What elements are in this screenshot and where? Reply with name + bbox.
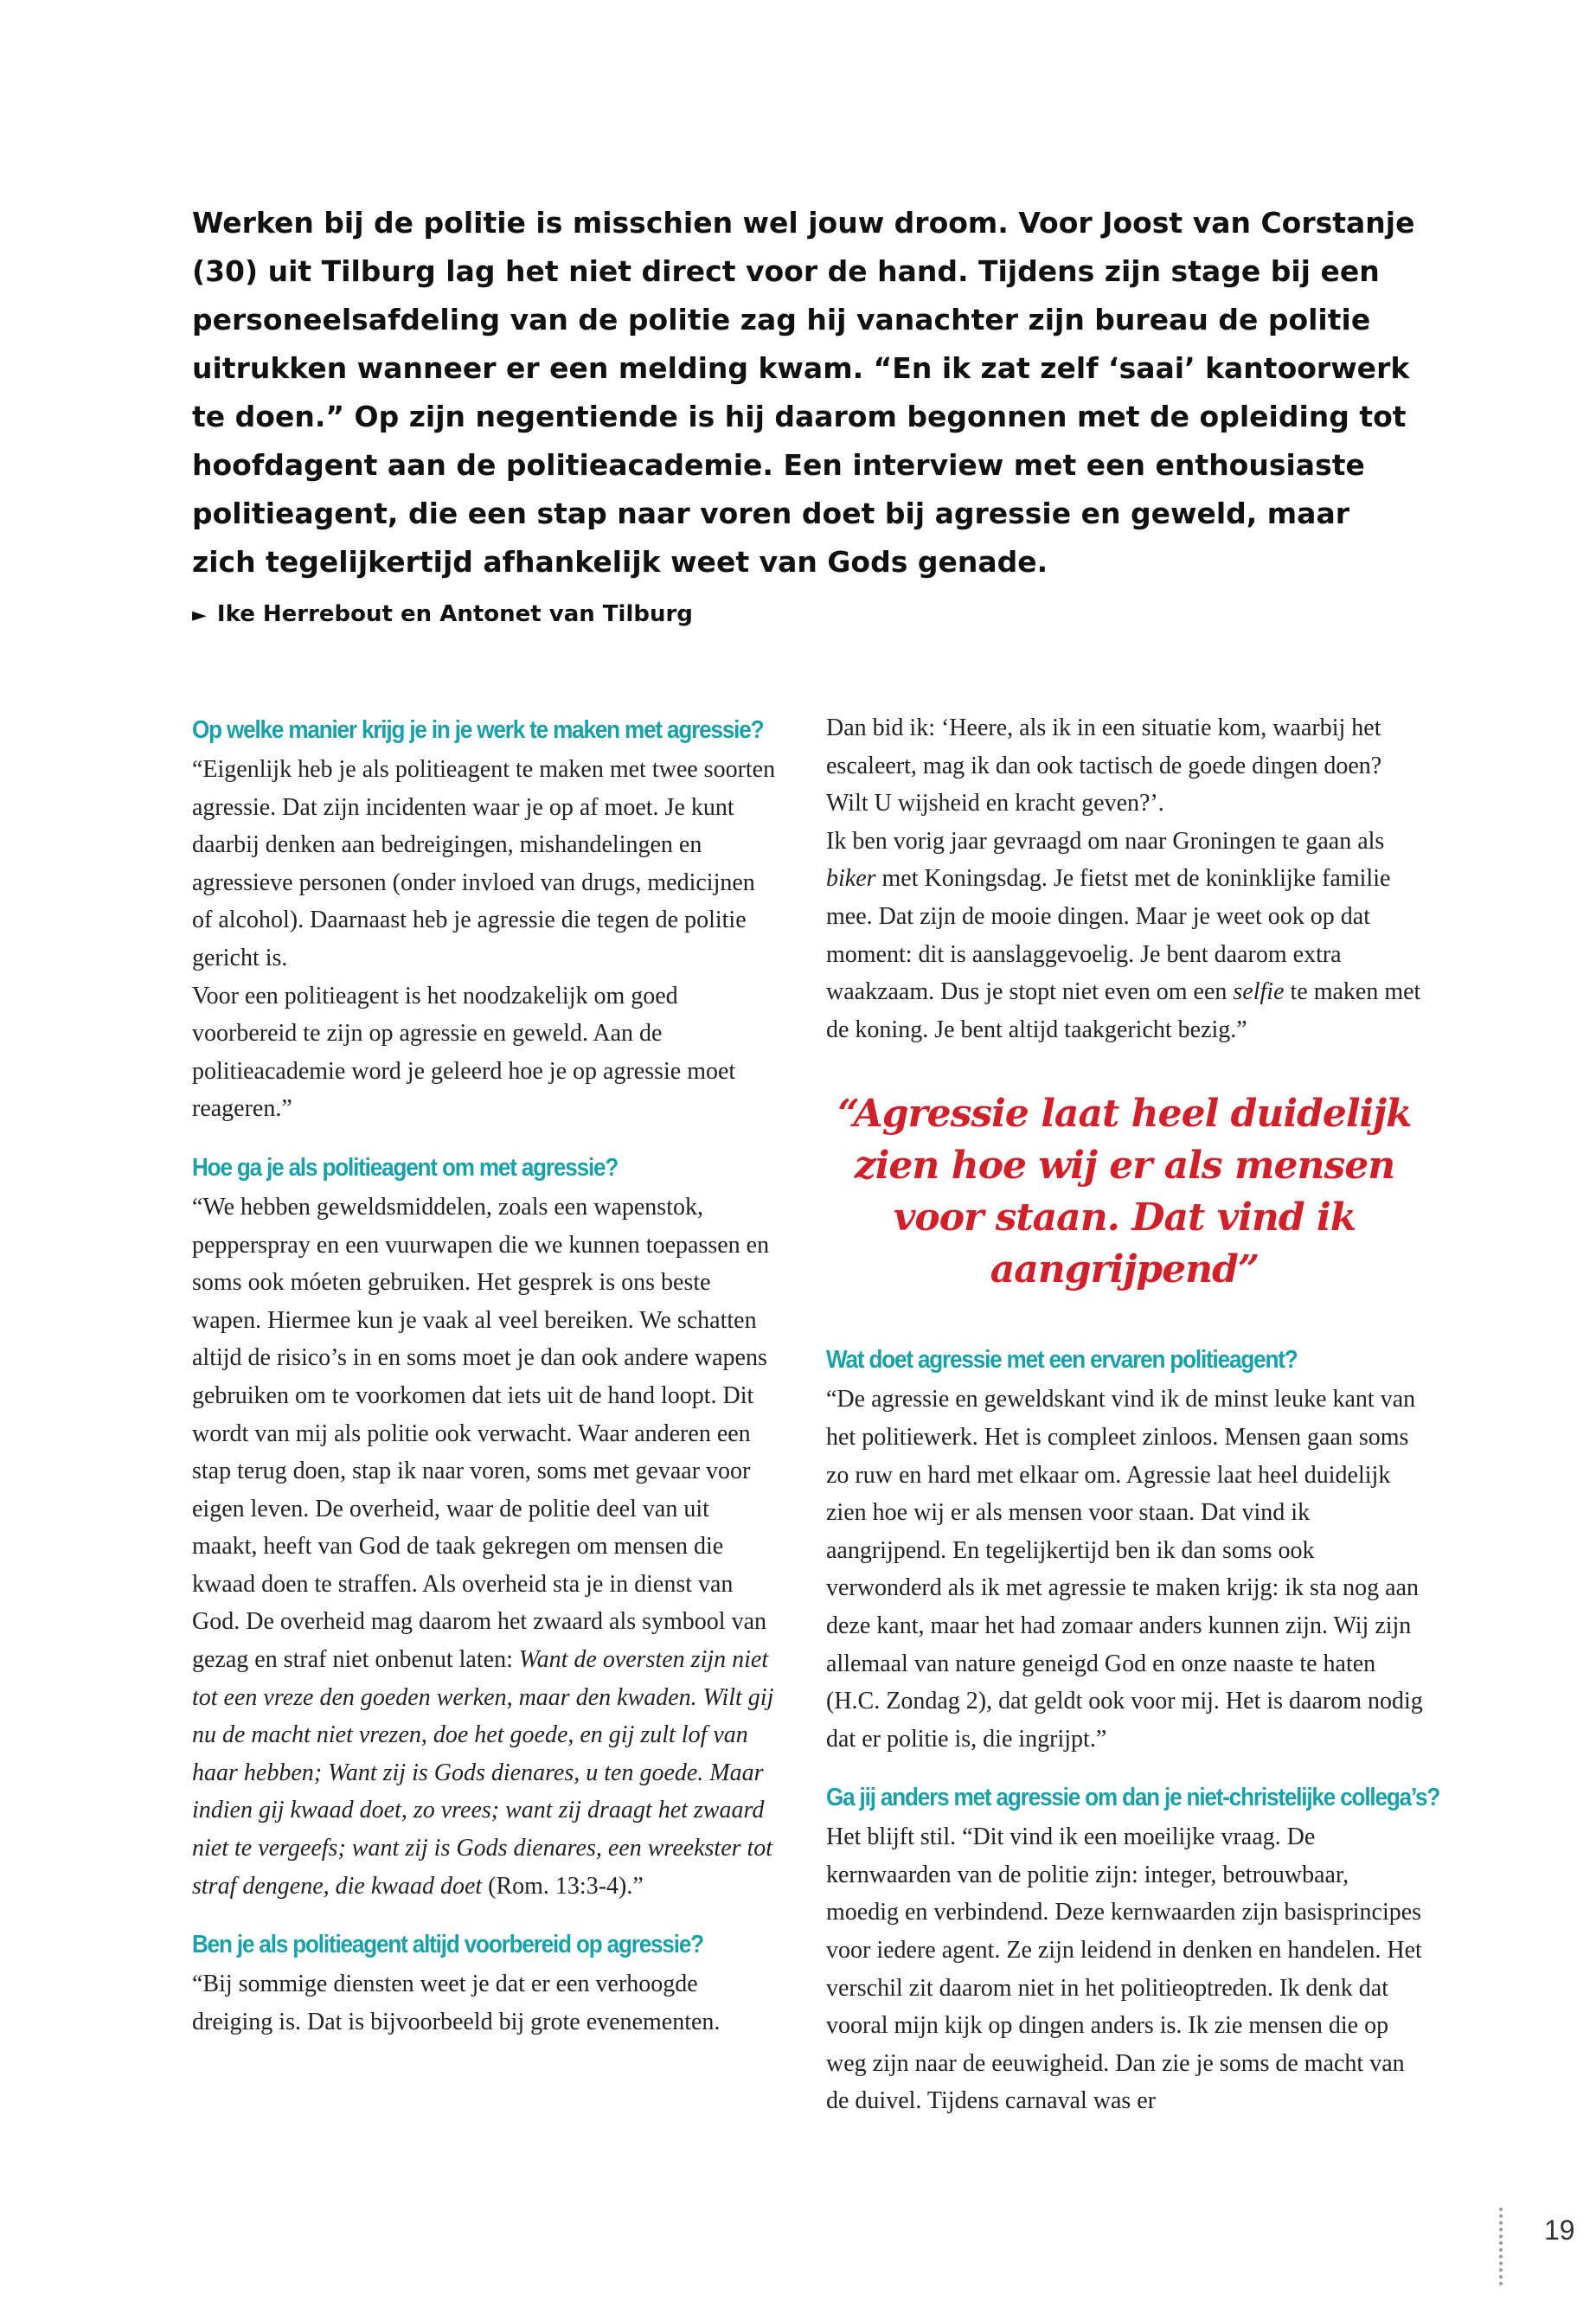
answer-text: met Koningsdag. Je fietst met de koninklijke familie mee. Dat zijn de mooie dingen. Maar je weet ook op dat moment: dit is aanslaggevoelig. Je bent daarom extra waakzaam. Dus je stopt niet even om een	[826, 865, 1391, 1006]
answer-paragraph	[192, 1189, 780, 1905]
question-heading: Wat doet agressie met een ervaren politieagent?	[826, 1346, 1298, 1375]
answer-paragraph: Dan bid ik: ‘Heere, als ik in een situatie kom, waarbij het escaleert, mag ik dan ook tactisch de goede dingen doen? Wilt U wijsheid en kracht geven?’.	[826, 715, 1382, 817]
intro-paragraph	[192, 199, 1420, 586]
answer-paragraph: “De agressie en geweldskant vind ik de minst leuke kant van het politiewerk. Het is compleet zinloos. Mensen gaan soms zo ruw en hard met elkaar om. Agressie laat heel duidelijk zien hoe wij er als mensen voor staan. Dat vind ik aangrijpend. En tegelijkertijd ben ik dan soms ook verwonderd als ik met agressie te maken krijg: ik sta nog aan deze kant, maar het had zomaar anders kunnen zijn. Wij zijn allemaal van nature geneigd God en onze naaste te haten (H.C. Zondag 2), dat geldt ook voor mij. Het is daarom nodig dat er politie is, die ingrijpt.”	[826, 1386, 1423, 1753]
question-heading: Ben je als politieagent altijd voorbereid op agressie?	[192, 1931, 703, 1959]
question-heading: Ga jij anders met agressie om dan je niet-christelijke collega’s?	[826, 1784, 1440, 1812]
answer-paragraph: Voor een politieagent is het noodzakelijk om goed voorbereid te zijn op agressie en geweld. Aan de politieacademie word je geleerd hoe je op agressie moet reageren.”	[192, 982, 736, 1123]
italic-term: selfie	[1233, 978, 1285, 1006]
byline	[192, 597, 693, 633]
left-column	[192, 709, 780, 2041]
page-number: 19	[1544, 2214, 1575, 2246]
intro-text: Werken bij de politie is misschien wel jouw droom. Voor Joost van Corstanje (30) uit Tilburg lag het niet direct voor de hand. Tijdens zijn stage bij een personeelsafdeling van de politie zag hij vanachter zijn bureau de politie uitrukken wanneer er een melding kwam. “En ik zat zelf ‘saai’ kantoorwerk te doen.” Op zijn negentiende is hij daarom begonnen met de opleiding tot hoofdagent aan de politieacademie. Een interview met een enthousiaste politieagent, die een stap naar voren doet bij agressie en geweld, maar zich tegelijkertijd afhankelijk weet van Gods genade.	[192, 206, 1415, 579]
answer-text: “We hebben geweldsmiddelen, zoals een wapenstok, pepperspray en een vuurwapen die we kunnen toepassen en soms ook móeten gebruiken. Het gesprek is ons beste wapen. Hiermee kun je vaak al veel bereiken. We schatten altijd de risico’s in en soms moet je dan ook andere wapens gebruiken om te voorkomen dat iets uit de hand loopt. Dit wordt van mij als politie ook verwacht. Waar anderen een stap terug doen, stap ik naar voren, soms met gevaar voor eigen leven. De overheid, waar de politie deel van uit maakt, heeft van God de taak gekregen om mensen die kwaad doen te straffen. Als overheid sta je in dienst van God. De overheid mag daarom het zwaard als symbool van gezag en straf niet onbenut laten:	[192, 1193, 770, 1674]
page-margin-marker	[1499, 2208, 1503, 2285]
answer-text: te maken met de koning. Je bent altijd taakgericht bezig.”	[826, 978, 1421, 1043]
question-heading: Op welke manier krijg je in je werk te maken met agressie?	[192, 716, 764, 744]
pull-quote: “Agressie laat heel duidelijk zien hoe wij er als mensen voor staan. Dat vind ik aangrijpend”	[837, 1092, 1412, 1292]
italic-term: biker	[826, 865, 876, 893]
bible-reference: (Rom. 13:3-4).”	[482, 1872, 644, 1900]
answer-paragraph: “Bij sommige diensten weet je dat er een verhoogde dreiging is. Dat is bijvoorbeeld bij grote evenementen.	[192, 1971, 721, 2035]
question-heading: Hoe ga je als politieagent om met agressie?	[192, 1153, 619, 1182]
byline-authors: Ike Herrebout en Antonet van Tilburg	[216, 601, 693, 627]
bible-quote: Want de oversten zijn niet tot een vreze den goeden werken, maar den kwaden. Wilt gij nu de macht niet vrezen, doe het goede, en gij zult lof van haar hebben; Want zij is Gods dienares, u ten goede. Maar indien gij kwaad doet, zo vrees; want zij draagt het zwaard niet te vergeefs; want zij is Gods dienares, een wreekster tot straf dengene, die kwaad doet	[192, 1646, 774, 1900]
triangle-icon: ►	[192, 605, 207, 626]
answer-paragraph	[826, 823, 1423, 1049]
answer-paragraph: “Eigenlijk heb je als politieagent te maken met twee soorten agressie. Dat zijn incidenten waar je op af moet. Je kunt daarbij denken aan bedreigingen, mishandelingen en agressieve personen (onder invloed van drugs, medicijnen of alcohol). Daarnaast heb je agressie die tegen de politie gericht is.	[192, 756, 776, 971]
answer-paragraph: Het blijft stil. “Dit vind ik een moeilijke vraag. De kernwaarden van de politie zijn: integer, betrouwbaar, moedig en verbindend. Deze kernwaarden zijn basisprincipes voor iedere agent. Ze zijn leidend in denken en handelen. Het verschil zit daarom niet in het politieoptreden. Ik denk dat vooral mijn kijk op dingen anders is. Ik zie mensen die op weg zijn naar de eeuwigheid. Dan zie je soms de macht van de duivel. Tijdens carnaval was er	[826, 1823, 1422, 2115]
answer-text: Ik ben vorig jaar gevraagd om naar Groningen te gaan als	[826, 827, 1385, 855]
right-column	[826, 709, 1440, 2120]
